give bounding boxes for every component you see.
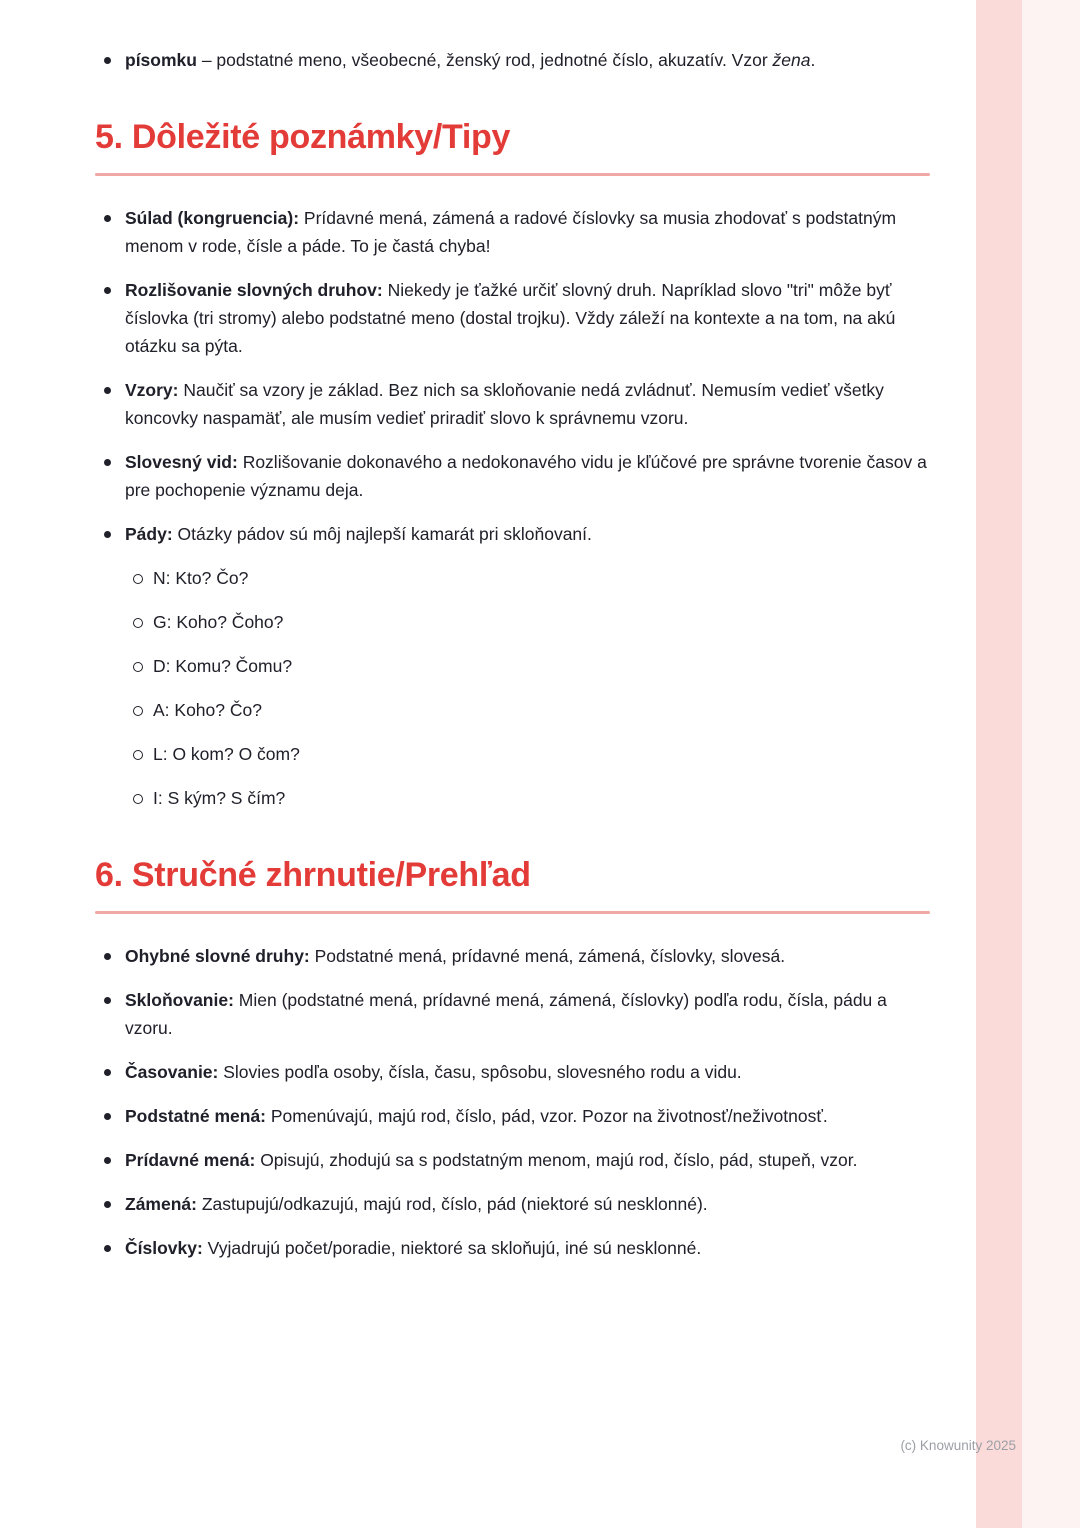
bullet-lead: Podstatné mená: xyxy=(125,1106,266,1126)
case-item: N: Kto? Čo? xyxy=(125,564,930,592)
case-item: I: S kým? S čím? xyxy=(125,784,930,812)
bullet-lead: Slovesný vid: xyxy=(125,452,238,472)
bullet-text: Opisujú, zhodujú sa s podstatným menom, majú rod, číslo, pád, stupeň, vzor. xyxy=(255,1150,858,1170)
bullet-item xyxy=(95,376,930,432)
bullet-lead: Súlad (kongruencia): xyxy=(125,208,300,228)
bullet-text: Mien (podstatné mená, prídavné mená, zámená, číslovky) podľa rodu, čísla, pádu a vzoru. xyxy=(125,990,887,1038)
section-6-rule xyxy=(95,911,930,914)
section-5-bullet-list xyxy=(95,204,930,812)
bullet-lead: Pády: xyxy=(125,524,173,544)
bullet-item xyxy=(95,204,930,260)
right-decoration-band xyxy=(976,0,1022,1528)
case-item: G: Koho? Čoho? xyxy=(125,608,930,636)
bullet-item xyxy=(95,1234,930,1262)
bullet-item xyxy=(95,942,930,970)
bullet-text: Podstatné mená, prídavné mená, zámená, číslovky, slovesá. xyxy=(309,946,786,966)
intro-bullet-list xyxy=(95,46,930,74)
bullet-item xyxy=(95,986,930,1042)
section-5-title: 5. Dôležité poznámky/Tipy xyxy=(95,118,511,156)
bullet-lead: Ohybné slovné druhy: xyxy=(125,946,310,966)
case-item: A: Koho? Čo? xyxy=(125,696,930,724)
case-item: D: Komu? Čomu? xyxy=(125,652,930,680)
bullet-item xyxy=(95,1190,930,1218)
bullet-lead: Prídavné mená: xyxy=(125,1150,256,1170)
bullet-text: Pomenúvajú, majú rod, číslo, pád, vzor. Pozor na životnosť/neživotnosť. xyxy=(266,1106,828,1126)
bullet-lead: Skloňovanie: xyxy=(125,990,234,1010)
bullet-lead: Číslovky: xyxy=(125,1238,203,1258)
bullet-item xyxy=(95,520,930,812)
bullet-lead: písomku xyxy=(125,50,197,70)
document-content xyxy=(95,46,930,1278)
section-6-title: 6. Stručné zhrnutie/Prehľad xyxy=(95,856,531,894)
section-5-rule xyxy=(95,173,930,176)
bullet-item xyxy=(95,1102,930,1130)
bullet-lead: Vzory: xyxy=(125,380,179,400)
bullet-text: Zastupujú/odkazujú, majú rod, číslo, pád (niektoré sú nesklonné). xyxy=(196,1194,708,1214)
right-edge-tint xyxy=(1022,0,1080,1528)
bullet-item xyxy=(95,276,930,360)
watermark: (c) Knowunity 2025 xyxy=(900,1438,1016,1453)
bullet-text: Prídavné mená, zámená a radové číslovky sa musia zhodovať s podstatným menom v rode, čísle a páde. To je častá chyba! xyxy=(125,208,897,256)
bullet-item xyxy=(95,46,930,74)
section-6-bullet-list xyxy=(95,942,930,1262)
bullet-item xyxy=(95,448,930,504)
bullet-text: Vyjadrujú počet/poradie, niektoré sa skloňujú, iné sú nesklonné. xyxy=(202,1238,702,1258)
bullet-lead: Rozlišovanie slovných druhov: xyxy=(125,280,383,300)
bullet-lead: Zámená: xyxy=(125,1194,197,1214)
bullet-item xyxy=(95,1058,930,1086)
bullet-lead: Časovanie: xyxy=(125,1062,219,1082)
case-item: L: O kom? O čom? xyxy=(125,740,930,768)
bullet-text: – podstatné meno, všeobecné, ženský rod, jednotné číslo, akuzatív. Vzor xyxy=(196,50,773,70)
bullet-text: Naučiť sa vzory je základ. Bez nich sa skloňovanie nedá zvládnuť. Nemusím vedieť všetky koncovky naspamäť, ale musím vedieť priradiť slovo k správnemu vzoru. xyxy=(125,380,884,428)
bullet-italic: žena xyxy=(772,50,811,70)
bullet-text: Rozlišovanie dokonavého a nedokonavého vidu je kľúčové pre správne tvorenie časov a pre pochopenie významu deja. xyxy=(125,452,927,500)
cases-list xyxy=(125,564,930,812)
bullet-text: . xyxy=(810,50,816,70)
bullet-text: Otázky pádov sú môj najlepší kamarát pri skloňovaní. xyxy=(172,524,592,544)
bullet-text: Slovies podľa osoby, čísla, času, spôsobu, slovesného rodu a vidu. xyxy=(218,1062,742,1082)
bullet-item xyxy=(95,1146,930,1174)
bullet-text: Niekedy je ťažké určiť slovný druh. Napríklad slovo "tri" môže byť číslovka (tri stromy) alebo podstatné meno (dostal trojku). Vždy záleží na kontexte a na tom, na akú otázku sa pýta. xyxy=(125,280,896,356)
